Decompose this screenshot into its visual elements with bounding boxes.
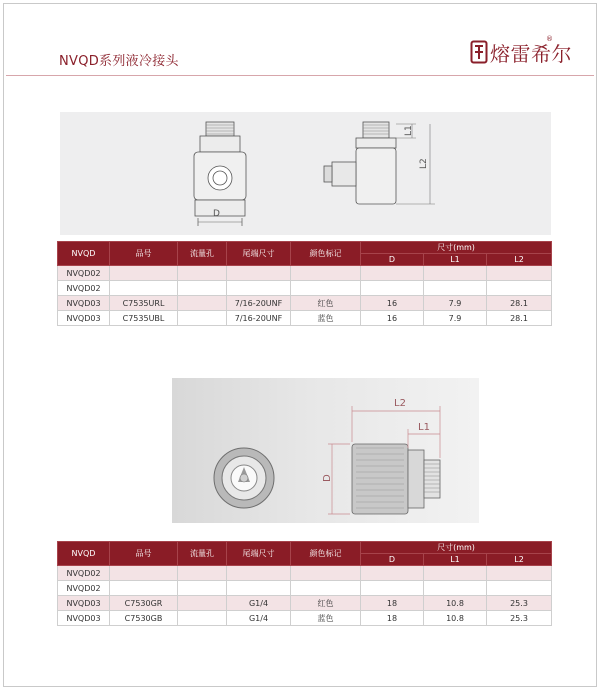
table-row: [58, 581, 552, 596]
cell-d: [361, 566, 424, 581]
cell-l1: 7.9: [424, 311, 487, 326]
elbow-front-view: [194, 122, 246, 226]
header-tail-size: 尾端尺寸: [227, 242, 291, 266]
cell-tail-size: 7/16-20UNF: [227, 311, 291, 326]
cell-l2: [487, 581, 552, 596]
header-l1: L1: [424, 254, 487, 266]
cell-d: [361, 266, 424, 281]
cell-flow-hole: [178, 581, 227, 596]
cell-d: 16: [361, 296, 424, 311]
straight-drawing-svg: [172, 378, 479, 523]
technical-drawing-elbow: [60, 112, 551, 235]
cell-part-no: C7535UBL: [110, 311, 178, 326]
cell-tail-size: [227, 581, 291, 596]
cell-part-no: [110, 281, 178, 296]
cell-d: 18: [361, 596, 424, 611]
logo-mark-icon: [470, 40, 488, 64]
cell-series: NVQD03: [58, 596, 110, 611]
cell-part-no: C7530GR: [110, 596, 178, 611]
cell-series: NVQD03: [58, 296, 110, 311]
header-series: NVQD: [58, 542, 110, 566]
header-l1: L1: [424, 554, 487, 566]
table-row: [58, 266, 552, 281]
cell-series: NVQD03: [58, 611, 110, 626]
header-divider: [6, 75, 594, 76]
cell-flow-hole: [178, 311, 227, 326]
cell-color-mark: 蓝色: [291, 311, 361, 326]
elbow-drawing-svg: [60, 112, 551, 235]
cell-l1: [424, 281, 487, 296]
brand-logo: [470, 35, 572, 69]
side-l1-label: L1: [404, 125, 414, 136]
cell-tail-size: G1/4: [227, 596, 291, 611]
header-l2: L2: [487, 254, 552, 266]
cell-flow-hole: [178, 566, 227, 581]
cell-color-mark: [291, 281, 361, 296]
cell-l1: 7.9: [424, 296, 487, 311]
spec-table-elbow: [57, 241, 552, 326]
cell-d: 16: [361, 311, 424, 326]
page-title: NVQD系列液冷接头: [59, 54, 179, 69]
cell-flow-hole: [178, 266, 227, 281]
cell-l1: [424, 266, 487, 281]
cell-d: 18: [361, 611, 424, 626]
logo-text: 熔雷希尔: [490, 42, 572, 66]
cell-part-no: C7530GB: [110, 611, 178, 626]
cell-part-no: [110, 566, 178, 581]
cell-l2: 28.1: [487, 296, 552, 311]
header-d: D: [361, 554, 424, 566]
cell-color-mark: [291, 266, 361, 281]
straight-side-view: [352, 444, 440, 514]
header-color-mark: 颜色标记: [291, 542, 361, 566]
header-series: NVQD: [58, 242, 110, 266]
cell-series: NVQD02: [58, 566, 110, 581]
header-l2: L2: [487, 554, 552, 566]
front-d-label: D: [213, 209, 220, 219]
cell-tail-size: 7/16-20UNF: [227, 296, 291, 311]
header-d: D: [361, 254, 424, 266]
table-row: [58, 281, 552, 296]
cell-part-no: C7535URL: [110, 296, 178, 311]
header-part-no: 品号: [110, 242, 178, 266]
cell-flow-hole: [178, 281, 227, 296]
table-row: [58, 296, 552, 311]
cell-l1: [424, 566, 487, 581]
cell-tail-size: [227, 566, 291, 581]
cell-l2: [487, 266, 552, 281]
cell-d: [361, 581, 424, 596]
cell-series: NVQD02: [58, 281, 110, 296]
cell-tail-size: [227, 266, 291, 281]
cell-l2: [487, 566, 552, 581]
cell-l2: 25.3: [487, 611, 552, 626]
table-row: [58, 311, 552, 326]
cell-color-mark: 红色: [291, 296, 361, 311]
header-part-no: 品号: [110, 542, 178, 566]
header-color-mark: 颜色标记: [291, 242, 361, 266]
side-d-label: D: [322, 474, 333, 482]
registered-mark: ®: [546, 35, 553, 43]
side-l1-label: L1: [418, 422, 430, 433]
cell-d: [361, 281, 424, 296]
table-row: [58, 566, 552, 581]
cell-series: NVQD02: [58, 266, 110, 281]
cell-l2: [487, 281, 552, 296]
header-tail-size: 尾端尺寸: [227, 542, 291, 566]
cell-flow-hole: [178, 296, 227, 311]
cell-color-mark: 蓝色: [291, 611, 361, 626]
cell-color-mark: [291, 581, 361, 596]
header-dimensions: 尺寸(mm): [361, 242, 552, 254]
table-row: [58, 611, 552, 626]
cell-color-mark: 红色: [291, 596, 361, 611]
cell-tail-size: [227, 281, 291, 296]
cell-flow-hole: [178, 611, 227, 626]
side-l2-label: L2: [394, 398, 406, 409]
cell-l1: 10.8: [424, 611, 487, 626]
technical-drawing-straight: [172, 378, 479, 523]
cell-part-no: [110, 266, 178, 281]
straight-end-view: [214, 448, 274, 508]
cell-color-mark: [291, 566, 361, 581]
header-dimensions: 尺寸(mm): [361, 542, 552, 554]
cell-series: NVQD03: [58, 311, 110, 326]
table-row: [58, 596, 552, 611]
spec-table-straight: [57, 541, 552, 626]
header-flow-hole: 流量孔: [178, 242, 227, 266]
cell-tail-size: G1/4: [227, 611, 291, 626]
header-flow-hole: 流量孔: [178, 542, 227, 566]
cell-l2: 25.3: [487, 596, 552, 611]
cell-l1: 10.8: [424, 596, 487, 611]
cell-series: NVQD02: [58, 581, 110, 596]
cell-l1: [424, 581, 487, 596]
cell-part-no: [110, 581, 178, 596]
cell-flow-hole: [178, 596, 227, 611]
side-l2-label: L2: [419, 158, 429, 169]
cell-l2: 28.1: [487, 311, 552, 326]
